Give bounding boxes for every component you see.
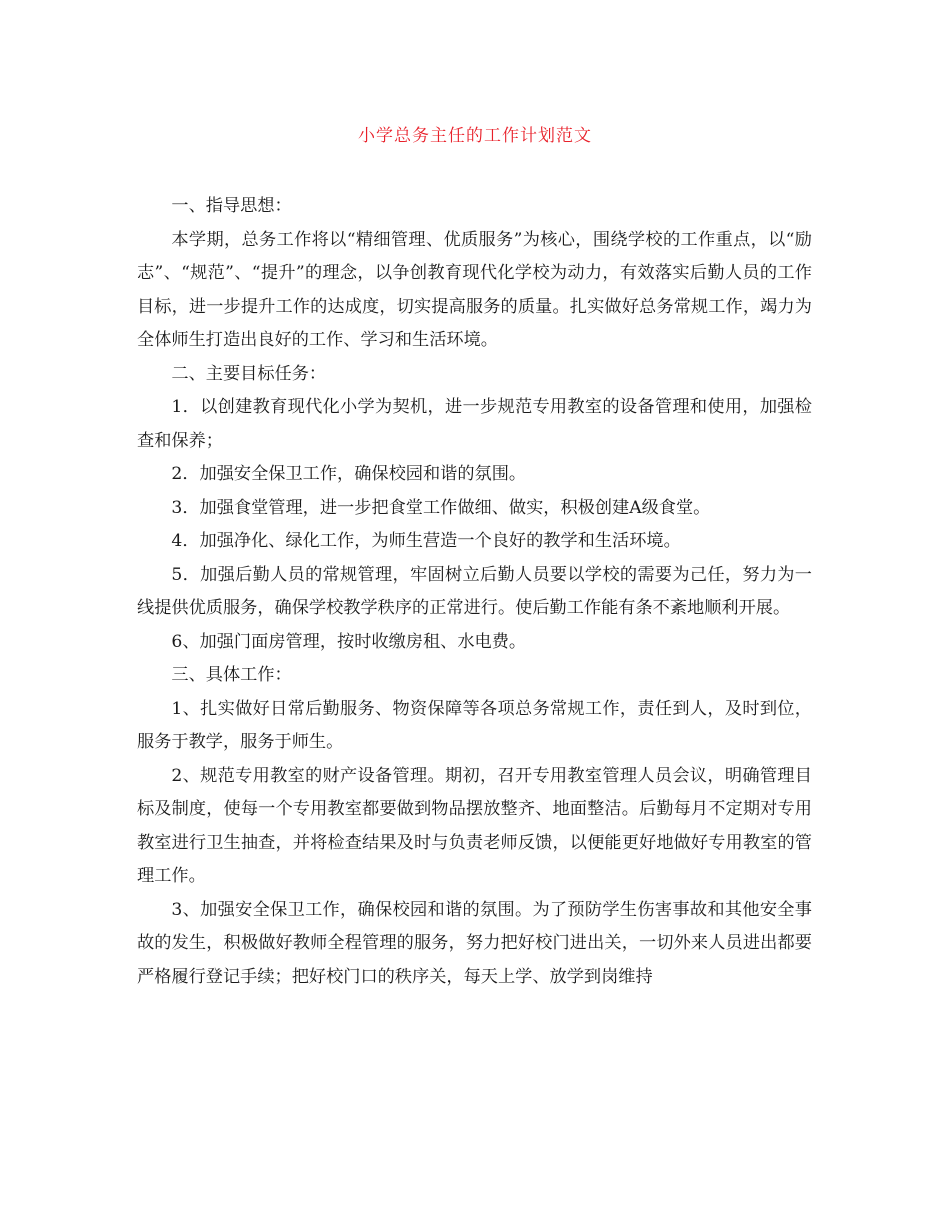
- section-heading-guiding-ideology: 一、指导思想：: [171, 196, 292, 216]
- paragraph: 本学期，总务工作将以“精细管理、优质服务”为核心，围绕学校的工作重点，以“励志”、“规范”、“提升”的理念，以争创教育现代化学校为动力，有效落实后勤人员的工作目标，进一步提升工作的达成度，切实提高服务的质量。扎实做好总务常规工作，竭力为全体师生打造出良好的工作、学习和生活环境。: [137, 229, 812, 350]
- section-heading-specific-work: 三、具体工作：: [171, 665, 292, 685]
- list-item: 4．加强净化、绿化工作，为师生营造一个良好的教学和生活环境。: [171, 531, 681, 551]
- list-item: 1、扎实做好日常后勤服务、物资保障等各项总务常规工作，责任到人，及时到位，服务于教学，服务于师生。: [137, 698, 812, 752]
- list-item: 2．加强安全保卫工作，确保校园和谐的氛围。: [171, 464, 527, 484]
- list-item: 6、加强门面房管理，按时收缴房租、水电费。: [171, 631, 527, 652]
- list-item: 1．以创建教育现代化小学为契机，进一步规范专用教室的设备管理和使用，加强检查和保养；: [137, 397, 812, 451]
- list-item: 5．加强后勤人员的常规管理，牢固树立后勤人员要以学校的需要为己任，努力为一线提供优质服务，确保学校教学秩序的正常进行。使后勤工作能有条不紊地顺利开展。: [137, 564, 812, 618]
- document-body: [137, 190, 812, 994]
- section-heading-main-goals: 二、主要目标任务：: [171, 363, 327, 384]
- list-item: 3．加强食堂管理，进一步把食堂工作做细、做实，积极创建A级食堂。: [171, 497, 711, 518]
- list-item: 2、规范专用教室的财产设备管理。期初，召开专用教室管理人员会议，明确管理目标及制度，使每一个专用教室都要做到物品摆放整齐、地面整洁。后勤每月不定期对专用教室进行卫生抽查，并将检查结果及时与负责老师反馈，以便能更好地做好专用教室的管理工作。: [137, 765, 812, 886]
- list-item: 3、加强安全保卫工作，确保校园和谐的氛围。为了预防学生伤害事故和其他安全事故的发生，积极做好教师全程管理的服务，努力把好校门进出关，一切外来人员进出都要严格履行登记手续；把好校门口的秩序关，每天上学、放学到岗维持: [137, 899, 812, 987]
- document-title: 小学总务主任的工作计划范文: [358, 126, 592, 146]
